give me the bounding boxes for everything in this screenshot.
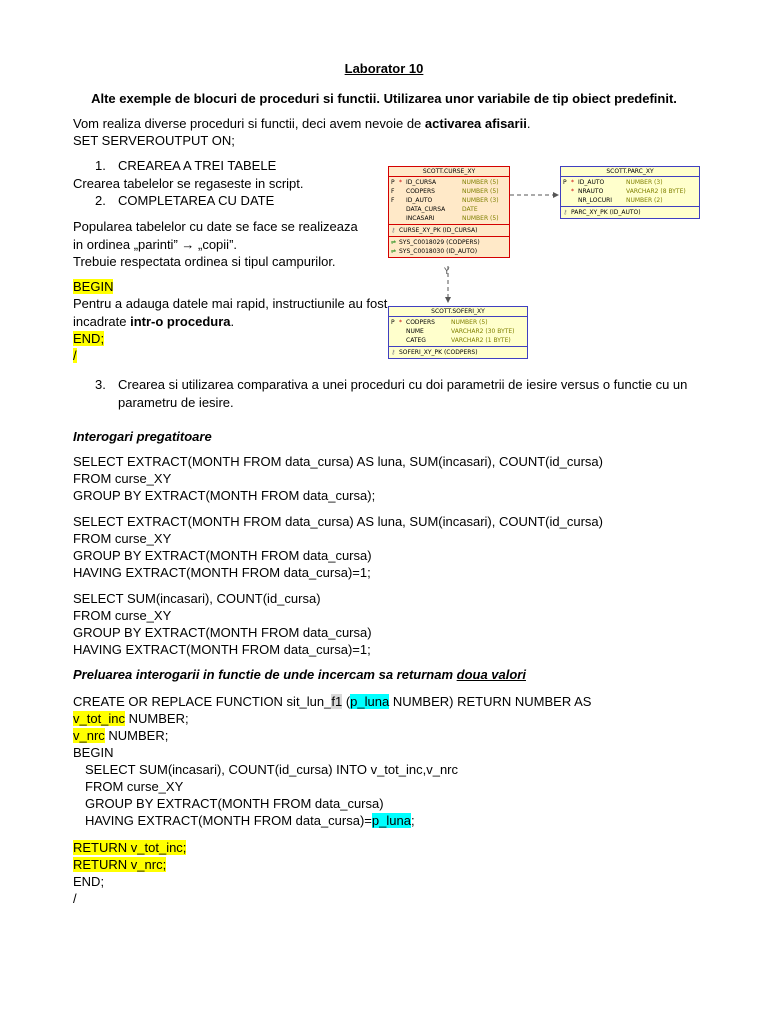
fk-icon: ⇌ (391, 248, 397, 255)
function-signature: CREATE OR REPLACE FUNCTION sit_lun_f1 (p_luna NUMBER) RETURN NUMBER AS (73, 694, 592, 709)
query-2-line: SELECT EXTRACT(MONTH FROM data_cursa) AS luna, SUM(incasari), COUNT(id_cursa) (73, 514, 603, 529)
item2-note-1: Popularea tabelelor cu date se face se realizeaza (73, 219, 358, 234)
table-parc (560, 166, 700, 219)
fn-end: END; (73, 874, 105, 889)
end-keyword: END; (73, 331, 105, 346)
query-3-line: SELECT SUM(incasari), COUNT(id_cursa) (73, 591, 321, 606)
page-title: Laborator 10 (344, 61, 424, 76)
page-subtitle: Alte exemple de blocuri de proceduri si functii. Utilizarea unor variabile de tip obiect predefinit. (91, 91, 677, 106)
return-nrc: RETURN v_nrc; (73, 857, 167, 872)
table-soferi-name: SCOTT.SOFERI_XY (389, 307, 527, 317)
list-item-1-note: Crearea tabelelor se regaseste in script. (73, 176, 304, 191)
key-icon: ⚷ (391, 349, 396, 356)
key-icon: ⚷ (563, 209, 568, 216)
query-1-line: FROM curse_XY (73, 471, 172, 486)
slash-keyword: / (73, 348, 77, 363)
table-row: INCASARI NUMBER (5) (406, 215, 499, 222)
fn-body-line: SELECT SUM(incasari), COUNT(id_cursa) INTO v_tot_inc,v_nrc (85, 762, 459, 777)
table-parc-name: SCOTT.PARC_XY (561, 167, 699, 177)
var-decl-nrc: v_nrc NUMBER; (73, 728, 169, 743)
table-row: F CODPERS NUMBER (5) (391, 188, 499, 195)
arrow-head-icon (553, 192, 559, 198)
fn-begin: BEGIN (73, 745, 114, 760)
list-item-1: CREAREA A TREI TABELE (118, 158, 277, 173)
list-item-3-line-2: parametru de iesire. (118, 395, 234, 410)
arrow-right-icon: → (181, 237, 195, 252)
var-decl-tot-inc: v_tot_inc NUMBER; (73, 711, 189, 726)
fn-body-line: HAVING EXTRACT(MONTH FROM data_cursa)=p_luna; (85, 813, 415, 828)
query-3-line: HAVING EXTRACT(MONTH FROM data_cursa)=1; (73, 642, 371, 657)
fk-icon: ⇌ (391, 239, 397, 246)
fn-body-line: FROM curse_XY (85, 779, 184, 794)
fn-slash: / (73, 891, 77, 906)
return-tot-inc: RETURN v_tot_inc; (73, 840, 187, 855)
proc-note-2: incadrate intr-o procedura. (73, 314, 235, 329)
fn-body-line: GROUP BY EXTRACT(MONTH FROM data_cursa) (85, 796, 384, 811)
pk-row: ⚷ SOFERI_XY_PK (CODPERS) (391, 349, 478, 356)
query-3-line: GROUP BY EXTRACT(MONTH FROM data_cursa) (73, 625, 372, 640)
begin-keyword: BEGIN (73, 279, 114, 294)
arrow-head-icon (445, 297, 451, 303)
list-number-2: 2. (95, 193, 106, 208)
key-icon: ⚷ (391, 227, 396, 234)
query-2-line: GROUP BY EXTRACT(MONTH FROM data_cursa) (73, 548, 372, 563)
table-row: CATEG VARCHAR2 (1 BYTE) (406, 337, 511, 344)
query-1-line: SELECT EXTRACT(MONTH FROM data_cursa) AS luna, SUM(incasari), COUNT(id_cursa) (73, 454, 603, 469)
table-soferi (388, 306, 528, 359)
table-row: NUME VARCHAR2 (30 BYTE) (406, 328, 515, 335)
query-2-line: HAVING EXTRACT(MONTH FROM data_cursa)=1; (73, 565, 371, 580)
section-heading-preparatory: Interogari pregatitoare (73, 429, 212, 444)
list-item-3-line-1: Crearea si utilizarea comparativa a unei proceduri cu doi parametrii de iesire versus o functie cu un (118, 377, 688, 392)
query-2-line: FROM curse_XY (73, 531, 172, 546)
section-heading-function: Preluarea interogarii in functie de unde incercam sa returnam doua valori (73, 667, 526, 682)
fk-row: ⇌ SYS_C0018029 (CODPERS) (391, 239, 480, 246)
proc-note-1: Pentru a adauga datele mai rapid, instructiunile au fost (73, 296, 388, 311)
pk-row: ⚷ PARC_XY_PK (ID_AUTO) (563, 209, 641, 216)
intro-paragraph: Vom realiza diverse proceduri si functii, deci avem nevoie de activarea afisarii. (73, 116, 531, 131)
table-curse (388, 166, 510, 258)
table-row: NR_LOCURI NUMBER (2) (578, 197, 663, 204)
pk-row: ⚷ CURSE_XY_PK (ID_CURSA) (391, 227, 478, 234)
item2-note-2: in ordinea „parinti” → „copii”. (73, 237, 238, 252)
table-curse-name: SCOTT.CURSE_XY (389, 167, 509, 177)
list-item-2: COMPLETAREA CU DATE (118, 193, 275, 208)
fk-row: ⇌ SYS_C0018030 (ID_AUTO) (391, 248, 478, 255)
table-row: DATA_CURSA DATE (406, 206, 478, 213)
serveroutput-line: SET SERVEROUTPUT ON; (73, 133, 235, 148)
table-row: F ID_AUTO NUMBER (3) (391, 197, 499, 204)
table-row: P * ID_CURSA NUMBER (5) (391, 179, 499, 186)
table-row: P * CODPERS NUMBER (5) (391, 319, 488, 326)
list-number-3: 3. (95, 377, 106, 392)
list-number-1: 1. (95, 158, 106, 173)
query-1-line: GROUP BY EXTRACT(MONTH FROM data_cursa); (73, 488, 376, 503)
crowfoot-icon: Y (444, 267, 450, 277)
table-row: * NRAUTO VARCHAR2 (8 BYTE) (571, 188, 686, 195)
item2-note-3: Trebuie respectata ordinea si tipul campurilor. (73, 254, 336, 269)
query-3-line: FROM curse_XY (73, 608, 172, 623)
table-row: P * ID_AUTO NUMBER (3) (563, 179, 663, 186)
